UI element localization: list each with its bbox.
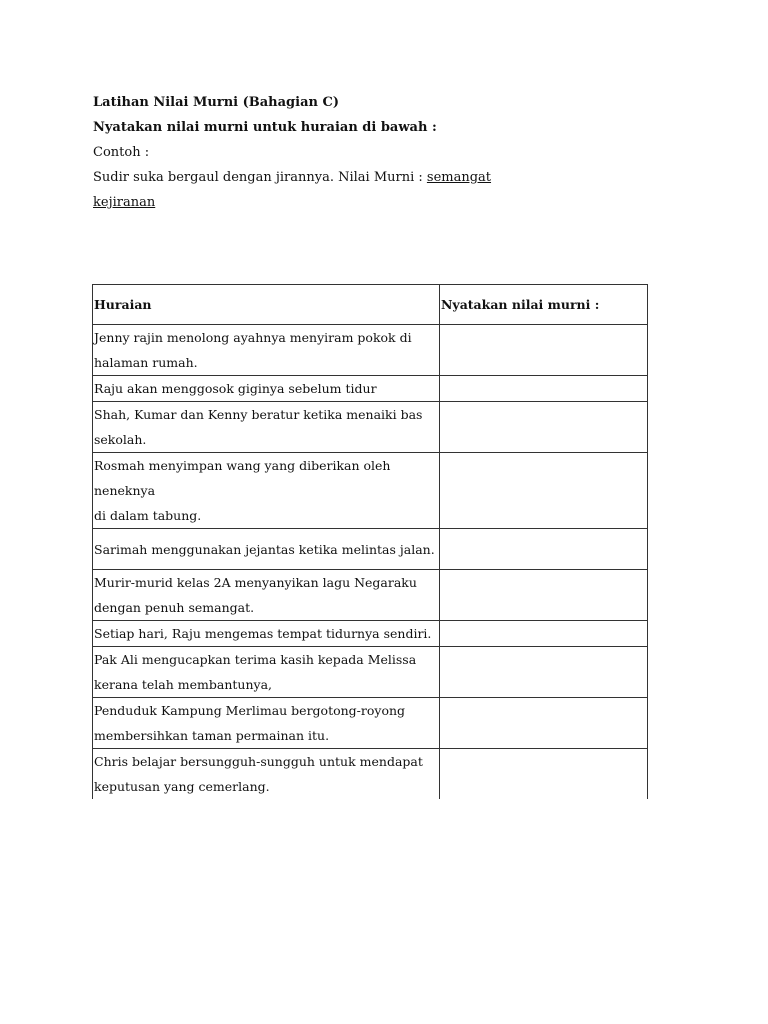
- answer-cell[interactable]: [440, 402, 648, 453]
- answer-cell[interactable]: [440, 621, 648, 647]
- description-cell: [93, 325, 440, 376]
- table-row: [93, 453, 648, 529]
- description-line-1: Raju akan menggosok giginya sebelum tidur: [94, 381, 377, 396]
- description-line-2: keputusan yang cemerlang.: [94, 779, 270, 794]
- description-line-1: Chris belajar bersungguh-sungguh untuk mendapat: [94, 754, 423, 769]
- answer-cell[interactable]: [440, 529, 648, 570]
- values-table: [92, 284, 648, 799]
- description-cell: [93, 621, 440, 647]
- table-row: [93, 570, 648, 621]
- example-sentence: Sudir suka bergaul dengan jirannya. Nilai Murni :: [93, 170, 427, 185]
- table-row: [93, 529, 648, 570]
- table-row: [93, 621, 648, 647]
- instruction-text: Nyatakan nilai murni untuk huraian di bawah :: [93, 120, 437, 135]
- answer-cell[interactable]: [440, 647, 648, 698]
- answer-cell[interactable]: [440, 570, 648, 621]
- description-line-2: di dalam tabung.: [94, 508, 202, 523]
- column-header-nilai-murni: Nyatakan nilai murni :: [440, 285, 648, 325]
- description-line-1: Pak Ali mengucapkan terima kasih kepada Melissa: [94, 652, 417, 667]
- example-label: Contoh :: [93, 145, 150, 160]
- answer-cell[interactable]: [440, 749, 648, 800]
- description-line-1: Setiap hari, Raju mengemas tempat tidurnya sendiri.: [94, 626, 432, 641]
- description-line-2: dengan penuh semangat.: [94, 600, 255, 615]
- table-row: [93, 749, 648, 800]
- description-line-2: halaman rumah.: [94, 355, 198, 370]
- description-cell: [93, 529, 440, 570]
- example-sentence-line: [93, 165, 513, 190]
- worksheet-title: Latihan Nilai Murni (Bahagian C): [93, 95, 339, 110]
- table-row: [93, 698, 648, 749]
- table-row: [93, 376, 648, 402]
- description-cell: [93, 402, 440, 453]
- description-line-1: Murir-murid kelas 2A menyanyikan lagu Negaraku: [94, 575, 417, 590]
- table-row: [93, 325, 648, 376]
- table-row: [93, 402, 648, 453]
- description-line-2: kerana telah membantunya,: [94, 677, 272, 692]
- description-line-1: Sarimah menggunakan jejantas ketika melintas jalan.: [94, 541, 435, 557]
- description-line-2: membersihkan taman permainan itu.: [94, 728, 330, 743]
- answer-cell[interactable]: [440, 698, 648, 749]
- description-cell: [93, 647, 440, 698]
- description-cell: [93, 698, 440, 749]
- example-answer-part2: kejiranan: [93, 195, 156, 210]
- answer-cell[interactable]: [440, 325, 648, 376]
- description-cell: [93, 749, 440, 800]
- table-row: [93, 647, 648, 698]
- description-line-1: Jenny rajin menolong ayahnya menyiram pokok di: [94, 330, 412, 345]
- description-cell: [93, 570, 440, 621]
- description-line-1: Rosmah menyimpan wang yang diberikan oleh neneknya: [94, 458, 391, 498]
- description-line-2: sekolah.: [94, 432, 147, 447]
- example-answer-part1: semangat: [426, 170, 492, 185]
- description-line-1: Penduduk Kampung Merlimau bergotong-royong: [94, 703, 406, 718]
- answer-cell[interactable]: [440, 453, 648, 529]
- description-cell: [93, 453, 440, 529]
- description-line-1: Shah, Kumar dan Kenny beratur ketika menaiki bas: [94, 407, 423, 422]
- description-cell: [93, 376, 440, 402]
- answer-cell[interactable]: [440, 376, 648, 402]
- table-header-row: [93, 285, 648, 325]
- intro-section: [93, 90, 513, 215]
- column-header-huraian: Huraian: [93, 285, 440, 325]
